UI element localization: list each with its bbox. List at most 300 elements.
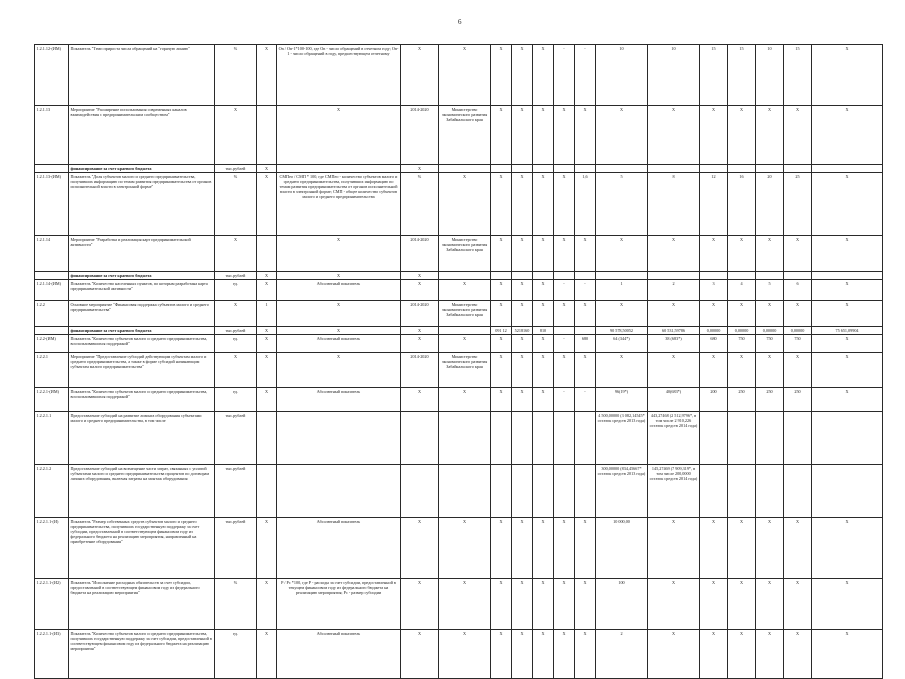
- table-cell: 1.2.1.13: [35, 106, 69, 165]
- table-cell: X: [575, 353, 596, 388]
- table-cell: X: [512, 106, 533, 165]
- table-cell: X: [512, 353, 533, 388]
- table-cell: 6: [784, 280, 812, 301]
- table-cell: [575, 412, 596, 465]
- table-cell: X: [439, 335, 491, 353]
- table-cell: X: [554, 518, 575, 579]
- table-cell: [812, 165, 883, 173]
- table-cell: X: [575, 301, 596, 327]
- table-cell: X: [784, 630, 812, 679]
- table-cell: 3: [700, 280, 728, 301]
- table-cell: ед.: [215, 630, 257, 679]
- table-cell: 8: [648, 173, 700, 236]
- table-cell: [648, 272, 700, 280]
- table-cell: 2: [648, 280, 700, 301]
- table-cell: Показатель "Темп прироста числа обращений на "горячую линию": [69, 45, 215, 106]
- table-cell: X: [491, 579, 512, 630]
- table-cell: [784, 272, 812, 280]
- table-cell: Показатель "Доля субъектов малого и среднего предпринимательства, получивших информацию по темам развития предпринимательства от органов исполнительной власти в электронной форме": [69, 173, 215, 236]
- table-cell: [554, 165, 575, 173]
- table-cell: 0,00000: [784, 327, 812, 335]
- table-cell: 680: [575, 335, 596, 353]
- table-cell: P / Pc *100, где P - расходы за счет субсидии, предоставленной в текущем финансовом году из федерального бюджета на реализацию мероприятия; Pc - размер субсидии: [277, 579, 401, 630]
- table-cell: [554, 327, 575, 335]
- table-cell: X: [512, 579, 533, 630]
- table-cell: X: [812, 301, 883, 327]
- table-cell: 250: [756, 388, 784, 412]
- table-cell: 1.2.2.1.2: [35, 465, 69, 518]
- table-cell: X: [491, 353, 512, 388]
- table-cell: 200: [700, 388, 728, 412]
- table-cell: [277, 412, 401, 465]
- table-cell: X: [215, 106, 257, 165]
- table-cell: [700, 412, 728, 465]
- table-cell: X: [257, 335, 277, 353]
- table-cell: X: [784, 236, 812, 272]
- table-cell: %: [215, 579, 257, 630]
- table-body: [35, 45, 883, 679]
- table-cell: X: [257, 272, 277, 280]
- program-indicators-table: [34, 44, 883, 679]
- table-cell: [700, 272, 728, 280]
- table-cell: Предоставление субсидий на развитие лизинга оборудования субъектами малого и среднего предпринимательства, в том числе: [69, 412, 215, 465]
- table-row: [35, 236, 883, 272]
- table-cell: X: [756, 353, 784, 388]
- table-cell: 15: [784, 45, 812, 106]
- table-cell: X: [257, 45, 277, 106]
- table-row: [35, 353, 883, 388]
- table-cell: X: [700, 630, 728, 679]
- table-cell: 10 000,00: [596, 518, 648, 579]
- table-cell: [784, 165, 812, 173]
- table-cell: X: [812, 45, 883, 106]
- table-cell: 16: [728, 173, 756, 236]
- table-cell: 60 531,59786: [648, 327, 700, 335]
- table-row: [35, 388, 883, 412]
- table-cell: 12: [700, 173, 728, 236]
- table-cell: X: [491, 388, 512, 412]
- table-cell: X: [596, 106, 648, 165]
- table-cell: 2014-2020: [401, 353, 439, 388]
- table-cell: 1.2.2.1.1: [35, 412, 69, 465]
- table-cell: [533, 272, 554, 280]
- table-cell: 100: [596, 579, 648, 630]
- table-cell: X: [215, 236, 257, 272]
- table-cell: X: [491, 518, 512, 579]
- table-cell: [756, 272, 784, 280]
- table-row: [35, 335, 883, 353]
- table-cell: [812, 272, 883, 280]
- table-cell: X: [533, 518, 554, 579]
- table-cell: тыс.рублей: [215, 412, 257, 465]
- table-cell: [700, 165, 728, 173]
- table-row: [35, 106, 883, 165]
- table-cell: X: [257, 280, 277, 301]
- table-cell: [554, 412, 575, 465]
- table-row: [35, 518, 883, 579]
- table-cell: [596, 165, 648, 173]
- table-cell: X: [533, 106, 554, 165]
- table-cell: 10: [596, 45, 648, 106]
- table-cell: [491, 272, 512, 280]
- table-cell: -: [575, 45, 596, 106]
- table-cell: X: [648, 106, 700, 165]
- table-cell: X: [575, 579, 596, 630]
- table-cell: X: [533, 388, 554, 412]
- table-cell: Министерство экономического развития Забайкальского края: [439, 236, 491, 272]
- table-cell: тыс.рублей: [215, 327, 257, 335]
- table-cell: 750: [784, 335, 812, 353]
- table-cell: финансирование за счет краевого бюджета: [69, 272, 215, 280]
- table-cell: Показатель "Количество субъектов малого и среднего предпринимательства, получивших государственную поддержку за счет субсидии, предоставленной в соответствующем финансовом году из федерального бюджета на реализацию мероприятия": [69, 630, 215, 679]
- table-cell: X: [728, 518, 756, 579]
- table-cell: X: [491, 173, 512, 236]
- table-cell: Показатель "Размер собственных средств субъектов малого и среднего предпринимательства, получивших государственную поддержку за счет субсидии, предоставленной в соответствующем финансовом году из федерального бюджета на реализацию мероприятия, направленный на приобретение оборудования": [69, 518, 215, 579]
- table-cell: X: [277, 353, 401, 388]
- table-cell: X: [439, 388, 491, 412]
- table-cell: 15: [728, 45, 756, 106]
- table-cell: [439, 272, 491, 280]
- table-cell: 1.2.1.14-(ИМ): [35, 280, 69, 301]
- table-cell: X: [491, 45, 512, 106]
- table-cell: [575, 272, 596, 280]
- table-cell: -: [575, 388, 596, 412]
- table-cell: Министерство экономического развития Забайкальского края: [439, 106, 491, 165]
- table-cell: 15: [700, 45, 728, 106]
- table-cell: X: [512, 280, 533, 301]
- table-cell: X: [784, 579, 812, 630]
- table-cell: [257, 465, 277, 518]
- table-cell: X: [575, 630, 596, 679]
- table-cell: X: [728, 301, 756, 327]
- table-cell: X: [812, 280, 883, 301]
- table-cell: X: [575, 236, 596, 272]
- table-cell: X: [277, 327, 401, 335]
- table-cell: Абсолютный показатель: [277, 388, 401, 412]
- table-cell: 1.2.2-(ИМ): [35, 335, 69, 353]
- table-cell: Предоставление субсидий на возмещение части затрат, связанных с уплатой субъектами малого и среднего предпринимательства процентов по договорам лизинга оборудования, включая затраты на монтаж оборудования: [69, 465, 215, 518]
- table-cell: 1.2.2.1.1-(И3): [35, 630, 69, 679]
- table-cell: 4 500,00000 (3 082,14545* остаток средств 2013 года): [596, 412, 648, 465]
- table-cell: 90 578,50052: [596, 327, 648, 335]
- table-cell: X: [512, 518, 533, 579]
- table-cell: X: [812, 106, 883, 165]
- table-cell: [401, 465, 439, 518]
- table-cell: 1,6: [575, 173, 596, 236]
- table-cell: тыс.рублей: [215, 518, 257, 579]
- table-cell: X: [596, 353, 648, 388]
- table-cell: X: [700, 579, 728, 630]
- table-cell: 1.2.2.1: [35, 353, 69, 388]
- table-cell: X: [756, 301, 784, 327]
- table-cell: X: [554, 353, 575, 388]
- table-cell: X: [512, 173, 533, 236]
- table-cell: X: [648, 301, 700, 327]
- table-cell: 25: [784, 173, 812, 236]
- table-cell: X: [728, 579, 756, 630]
- table-cell: X: [257, 165, 277, 173]
- table-cell: 250: [784, 388, 812, 412]
- table-cell: [277, 165, 401, 173]
- table-cell: X: [439, 579, 491, 630]
- table-cell: [596, 272, 648, 280]
- table-cell: X: [277, 301, 401, 327]
- table-cell: X: [812, 388, 883, 412]
- table-cell: 750: [756, 335, 784, 353]
- table-cell: 2014-2020: [401, 301, 439, 327]
- table-cell: X: [491, 280, 512, 301]
- table-cell: X: [277, 272, 401, 280]
- table-cell: X: [648, 630, 700, 679]
- table-cell: -: [554, 45, 575, 106]
- table-cell: X: [512, 630, 533, 679]
- table-cell: X: [756, 579, 784, 630]
- table-cell: X: [728, 353, 756, 388]
- table-cell: 2014-2020: [401, 236, 439, 272]
- table-cell: [512, 412, 533, 465]
- table-cell: 64 (344*): [596, 335, 648, 353]
- table-cell: X: [401, 630, 439, 679]
- table-cell: 0,00000: [728, 327, 756, 335]
- table-cell: X: [439, 630, 491, 679]
- table-cell: ед.: [215, 388, 257, 412]
- table-cell: X: [277, 236, 401, 272]
- table-cell: [401, 412, 439, 465]
- table-cell: тыс.рублей: [215, 465, 257, 518]
- table-cell: X: [554, 173, 575, 236]
- page-number: 6: [458, 18, 462, 26]
- table-row: [35, 301, 883, 327]
- table-cell: Абсолютный показатель: [277, 630, 401, 679]
- table-cell: -: [554, 388, 575, 412]
- table-cell: [257, 236, 277, 272]
- table-cell: [491, 412, 512, 465]
- table-cell: [491, 465, 512, 518]
- table-cell: X: [257, 579, 277, 630]
- table-cell: 1.2.1.13-(ИМ): [35, 173, 69, 236]
- table-cell: [512, 165, 533, 173]
- table-cell: X: [257, 353, 277, 388]
- table-row: [35, 579, 883, 630]
- table-row: [35, 45, 883, 106]
- table-cell: X: [401, 388, 439, 412]
- table-cell: [784, 412, 812, 465]
- table-cell: 1.2.2.1-(ИМ): [35, 388, 69, 412]
- table-cell: X: [439, 518, 491, 579]
- table-cell: [439, 327, 491, 335]
- table-cell: 1: [257, 301, 277, 327]
- table-cell: X: [512, 388, 533, 412]
- table-cell: [648, 165, 700, 173]
- table-cell: X: [439, 45, 491, 106]
- table-cell: Основное мероприятие "Финансовая поддержка субъектов малого и среднего предпринимательства": [69, 301, 215, 327]
- table-cell: X: [554, 301, 575, 327]
- table-cell: X: [257, 173, 277, 236]
- table-cell: [575, 465, 596, 518]
- table-cell: X: [533, 280, 554, 301]
- table-cell: X: [554, 236, 575, 272]
- table-cell: X: [401, 45, 439, 106]
- table-cell: [35, 165, 69, 173]
- table-row: [35, 630, 883, 679]
- table-cell: 0,00000: [756, 327, 784, 335]
- table-cell: [756, 465, 784, 518]
- table-cell: X: [215, 353, 257, 388]
- table-cell: X: [700, 518, 728, 579]
- table-row: [35, 465, 883, 518]
- table-cell: X: [401, 335, 439, 353]
- table-cell: X: [648, 236, 700, 272]
- table-cell: [812, 465, 883, 518]
- table-cell: X: [401, 579, 439, 630]
- table-cell: 250: [728, 388, 756, 412]
- table-cell: X: [533, 335, 554, 353]
- table-cell: X: [728, 630, 756, 679]
- table-cell: [277, 465, 401, 518]
- financing-row: [35, 327, 883, 335]
- table-cell: %: [401, 173, 439, 236]
- table-cell: Показатель "Исполнение расходных обязательств за счет субсидии, предоставленной в соответствующем финансовом году из федерального бюджета на реализацию мероприятия": [69, 579, 215, 630]
- table-cell: Оn / Оn-1*100-100, где Оn - число обращений в отчетном году; Оn-1 - число обращений в году, предшествующем отчетному: [277, 45, 401, 106]
- table-cell: 10: [648, 45, 700, 106]
- table-cell: Абсолютный показатель: [277, 335, 401, 353]
- table-cell: [756, 165, 784, 173]
- table-cell: 300,00000 (834,45667* остаток средств 2013 года): [596, 465, 648, 518]
- table-cell: [812, 412, 883, 465]
- table-cell: X: [215, 301, 257, 327]
- table-cell: финансирование за счет краевого бюджета: [69, 327, 215, 335]
- table-cell: X: [784, 301, 812, 327]
- table-cell: X: [401, 518, 439, 579]
- table-cell: 750: [728, 335, 756, 353]
- table-cell: -: [554, 280, 575, 301]
- table-cell: [700, 465, 728, 518]
- table-cell: 1.2.2.1.1-(И): [35, 518, 69, 579]
- table-cell: X: [533, 630, 554, 679]
- table-cell: X: [401, 272, 439, 280]
- table-cell: X: [812, 518, 883, 579]
- table-cell: X: [756, 518, 784, 579]
- table-cell: X: [439, 173, 491, 236]
- table-cell: X: [756, 236, 784, 272]
- table-cell: X: [728, 236, 756, 272]
- table-cell: X: [533, 236, 554, 272]
- table-cell: 5218160: [512, 327, 533, 335]
- table-cell: 1.2.2: [35, 301, 69, 327]
- table-cell: 96(19*): [596, 388, 648, 412]
- table-cell: [257, 106, 277, 165]
- table-cell: финансирование за счет краевого бюджета: [69, 165, 215, 173]
- table-cell: X: [533, 579, 554, 630]
- table-cell: X: [257, 388, 277, 412]
- table-row: [35, 280, 883, 301]
- table-cell: [533, 165, 554, 173]
- table-row: [35, 412, 883, 465]
- table-cell: X: [700, 236, 728, 272]
- table-cell: Мероприятие "Предоставление субсидий действующим субъектам малого и среднего предпринимательства, а также в форме субсидий начинающим субъектам малого предпринимательства": [69, 353, 215, 388]
- table-cell: 5: [596, 173, 648, 236]
- table-cell: 4: [728, 280, 756, 301]
- table-cell: X: [512, 45, 533, 106]
- table-cell: X: [784, 353, 812, 388]
- table-cell: X: [596, 301, 648, 327]
- table-cell: [491, 165, 512, 173]
- table-cell: X: [512, 335, 533, 353]
- table-cell: X: [784, 106, 812, 165]
- table-cell: 145,27469 (7 909,319*, в том числе 200,0000 остаток средств 2014 года): [648, 465, 700, 518]
- table-cell: [439, 465, 491, 518]
- table-cell: X: [554, 106, 575, 165]
- table-cell: [728, 165, 756, 173]
- table-cell: Министерство экономического развития Забайкальского края: [439, 353, 491, 388]
- table-cell: X: [812, 173, 883, 236]
- table-cell: %: [215, 173, 257, 236]
- table-cell: [439, 412, 491, 465]
- table-cell: 20: [756, 173, 784, 236]
- table-cell: X: [439, 280, 491, 301]
- table-row: [35, 173, 883, 236]
- table-cell: X: [812, 579, 883, 630]
- table-cell: X: [554, 579, 575, 630]
- table-cell: [728, 465, 756, 518]
- table-cell: Абсолютный показатель: [277, 280, 401, 301]
- table-cell: 5: [756, 280, 784, 301]
- table-cell: 38 (683*): [648, 335, 700, 353]
- table-cell: [575, 327, 596, 335]
- table-cell: X: [648, 579, 700, 630]
- table-cell: 1.2.1.14: [35, 236, 69, 272]
- table-cell: X: [728, 106, 756, 165]
- table-cell: [533, 412, 554, 465]
- table-cell: X: [512, 236, 533, 272]
- table-cell: [439, 165, 491, 173]
- table-cell: 1.2.2.1.1-(И2): [35, 579, 69, 630]
- table-cell: -: [575, 280, 596, 301]
- table-cell: X: [401, 165, 439, 173]
- table-cell: Показатель "Количество субъектов малого и среднего предпринимательства, воспользовавшихся поддержкой": [69, 335, 215, 353]
- table-cell: Абсолютный показатель: [277, 518, 401, 579]
- table-cell: 2: [596, 630, 648, 679]
- table-cell: X: [648, 353, 700, 388]
- table-cell: [512, 465, 533, 518]
- table-cell: [756, 412, 784, 465]
- table-cell: X: [784, 518, 812, 579]
- table-cell: X: [533, 45, 554, 106]
- table-cell: [575, 165, 596, 173]
- table-cell: [728, 412, 756, 465]
- table-cell: СМПео / СМП * 100, где СМПео - количество субъектов малого и среднего предпринимательства, получивших информацию по темам развития предпринимательства от органов исполнительной власти в электронной форме; СМП - общее количество субъектов малого и среднего предпринимательства: [277, 173, 401, 236]
- table-cell: X: [812, 335, 883, 353]
- table-cell: X: [648, 518, 700, 579]
- table-cell: X: [491, 236, 512, 272]
- table-cell: [35, 327, 69, 335]
- table-cell: 810: [533, 327, 554, 335]
- table-cell: %: [215, 45, 257, 106]
- table-cell: X: [491, 106, 512, 165]
- table-cell: 443,27468 (2 512,9796*, в том числе 2 910,226 остаток средств 2014 года): [648, 412, 700, 465]
- table-cell: 10: [756, 45, 784, 106]
- table-cell: Мероприятие "Разработка и реализация карт предпринимательской активности": [69, 236, 215, 272]
- table-cell: [512, 272, 533, 280]
- table-cell: 680: [700, 335, 728, 353]
- table-cell: ед.: [215, 280, 257, 301]
- table-cell: X: [257, 630, 277, 679]
- table-cell: 75 651,09904: [812, 327, 883, 335]
- table-cell: X: [491, 335, 512, 353]
- table-cell: X: [575, 106, 596, 165]
- table-cell: X: [257, 327, 277, 335]
- table-cell: X: [554, 630, 575, 679]
